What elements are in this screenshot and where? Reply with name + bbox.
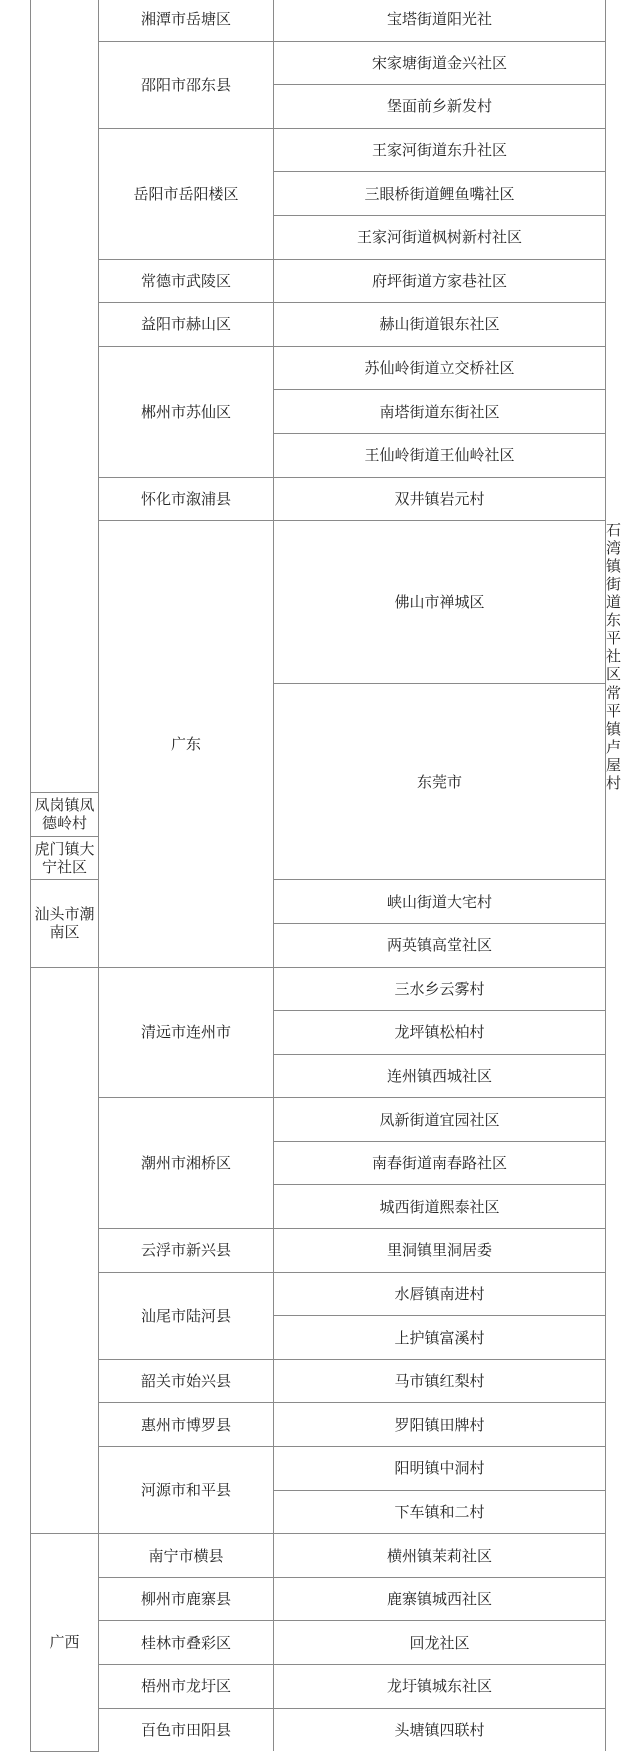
city-cell: 南宁市横县 bbox=[99, 1534, 274, 1578]
community-cell: 水唇镇南进村 bbox=[274, 1272, 606, 1316]
city-cell: 郴州市苏仙区 bbox=[99, 346, 274, 477]
community-cell: 南塔街道东街社区 bbox=[274, 390, 606, 434]
province-cell bbox=[31, 0, 99, 793]
table-row bbox=[31, 1229, 606, 1273]
community-cell: 马市镇红梨村 bbox=[274, 1359, 606, 1403]
community-cell: 堡面前乡新发村 bbox=[274, 85, 606, 129]
city-cell: 东莞市 bbox=[274, 684, 606, 880]
community-cell: 下车镇和二村 bbox=[274, 1490, 606, 1534]
city-cell: 惠州市博罗县 bbox=[99, 1403, 274, 1447]
community-cell: 连州镇西城社区 bbox=[274, 1054, 606, 1098]
city-cell: 岳阳市岳阳楼区 bbox=[99, 128, 274, 259]
province-cell: 广西 bbox=[31, 1534, 99, 1751]
community-cell: 宋家塘街道金兴社区 bbox=[274, 41, 606, 85]
table-row bbox=[31, 0, 606, 41]
table-row: 广东 佛山市禅城区 石湾镇街道东平社区 bbox=[31, 521, 606, 684]
city-cell: 怀化市溆浦县 bbox=[99, 477, 274, 521]
city-cell: 邵阳市邵东县 bbox=[99, 41, 274, 128]
table-body bbox=[31, 0, 622, 1751]
table-row bbox=[31, 1272, 606, 1316]
table-row bbox=[31, 1359, 606, 1403]
community-cell: 府坪街道方家巷社区 bbox=[274, 259, 606, 303]
community-cell: 王家河街道东升社区 bbox=[274, 128, 606, 172]
city-cell: 柳州市鹿寨县 bbox=[99, 1577, 274, 1621]
table-row bbox=[31, 128, 606, 172]
city-cell: 湘潭市岳塘区 bbox=[99, 0, 274, 41]
city-cell: 韶关市始兴县 bbox=[99, 1359, 274, 1403]
table-row bbox=[31, 1621, 606, 1665]
table-row bbox=[31, 259, 606, 303]
community-cell: 双井镇岩元村 bbox=[274, 477, 606, 521]
province-cell bbox=[31, 967, 99, 1534]
table-row: 东莞市 常平镇卢屋村 bbox=[31, 684, 606, 793]
table-row bbox=[31, 477, 606, 521]
city-cell: 汕尾市陆河县 bbox=[99, 1272, 274, 1359]
table-row bbox=[31, 1708, 606, 1751]
table-row bbox=[31, 1403, 606, 1447]
city-cell: 河源市和平县 bbox=[99, 1447, 274, 1534]
community-cell: 三眼桥街道鲤鱼嘴社区 bbox=[274, 172, 606, 216]
city-cell: 梧州市龙圩区 bbox=[99, 1665, 274, 1709]
community-cell: 凤岗镇凤德岭村 bbox=[31, 793, 99, 837]
city-cell: 常德市武陵区 bbox=[99, 259, 274, 303]
table-row bbox=[31, 41, 606, 85]
community-cell: 龙坪镇松柏村 bbox=[274, 1011, 606, 1055]
community-cell: 峡山街道大宅村 bbox=[274, 880, 606, 924]
community-cell: 鹿寨镇城西社区 bbox=[274, 1577, 606, 1621]
community-cell: 王家河街道枫树新村社区 bbox=[274, 215, 606, 259]
community-cell: 里洞镇里洞居委 bbox=[274, 1229, 606, 1273]
community-cell: 王仙岭街道王仙岭社区 bbox=[274, 433, 606, 477]
city-cell: 百色市田阳县 bbox=[99, 1708, 274, 1751]
community-cell: 南春街道南春路社区 bbox=[274, 1141, 606, 1185]
community-cell: 虎门镇大宁社区 bbox=[31, 836, 99, 880]
community-cell: 龙圩镇城东社区 bbox=[274, 1665, 606, 1709]
city-cell: 汕头市潮南区 bbox=[31, 880, 99, 967]
table-row bbox=[31, 967, 606, 1011]
province-cell: 广东 bbox=[99, 521, 274, 967]
community-cell: 宝塔街道阳光社 bbox=[274, 0, 606, 41]
city-cell: 潮州市湘桥区 bbox=[99, 1098, 274, 1229]
community-cell: 赫山街道银东社区 bbox=[274, 303, 606, 347]
community-cell: 阳明镇中洞村 bbox=[274, 1447, 606, 1491]
community-cell: 上护镇富溪村 bbox=[274, 1316, 606, 1360]
table-row bbox=[31, 1098, 606, 1142]
table-row bbox=[31, 1447, 606, 1491]
table-row bbox=[31, 346, 606, 390]
community-cell: 头塘镇四联村 bbox=[274, 1708, 606, 1751]
city-cell: 益阳市赫山区 bbox=[99, 303, 274, 347]
community-cell: 三水乡云雾村 bbox=[274, 967, 606, 1011]
community-cell: 回龙社区 bbox=[274, 1621, 606, 1665]
community-cell: 凤新街道宜园社区 bbox=[274, 1098, 606, 1142]
city-cell: 佛山市禅城区 bbox=[274, 521, 606, 684]
community-cell: 苏仙岭街道立交桥社区 bbox=[274, 346, 606, 390]
table-row bbox=[31, 1665, 606, 1709]
community-cell: 罗阳镇田牌村 bbox=[274, 1403, 606, 1447]
community-cell: 横州镇茉莉社区 bbox=[274, 1534, 606, 1578]
city-cell: 云浮市新兴县 bbox=[99, 1229, 274, 1273]
city-cell: 桂林市叠彩区 bbox=[99, 1621, 274, 1665]
table-row bbox=[31, 303, 606, 347]
city-cell: 清远市连州市 bbox=[99, 967, 274, 1098]
community-cell: 城西街道熙泰社区 bbox=[274, 1185, 606, 1229]
district-community-table bbox=[30, 0, 622, 1752]
table-row bbox=[31, 1577, 606, 1621]
table-row bbox=[31, 1534, 606, 1578]
community-cell: 两英镇高堂社区 bbox=[274, 923, 606, 967]
